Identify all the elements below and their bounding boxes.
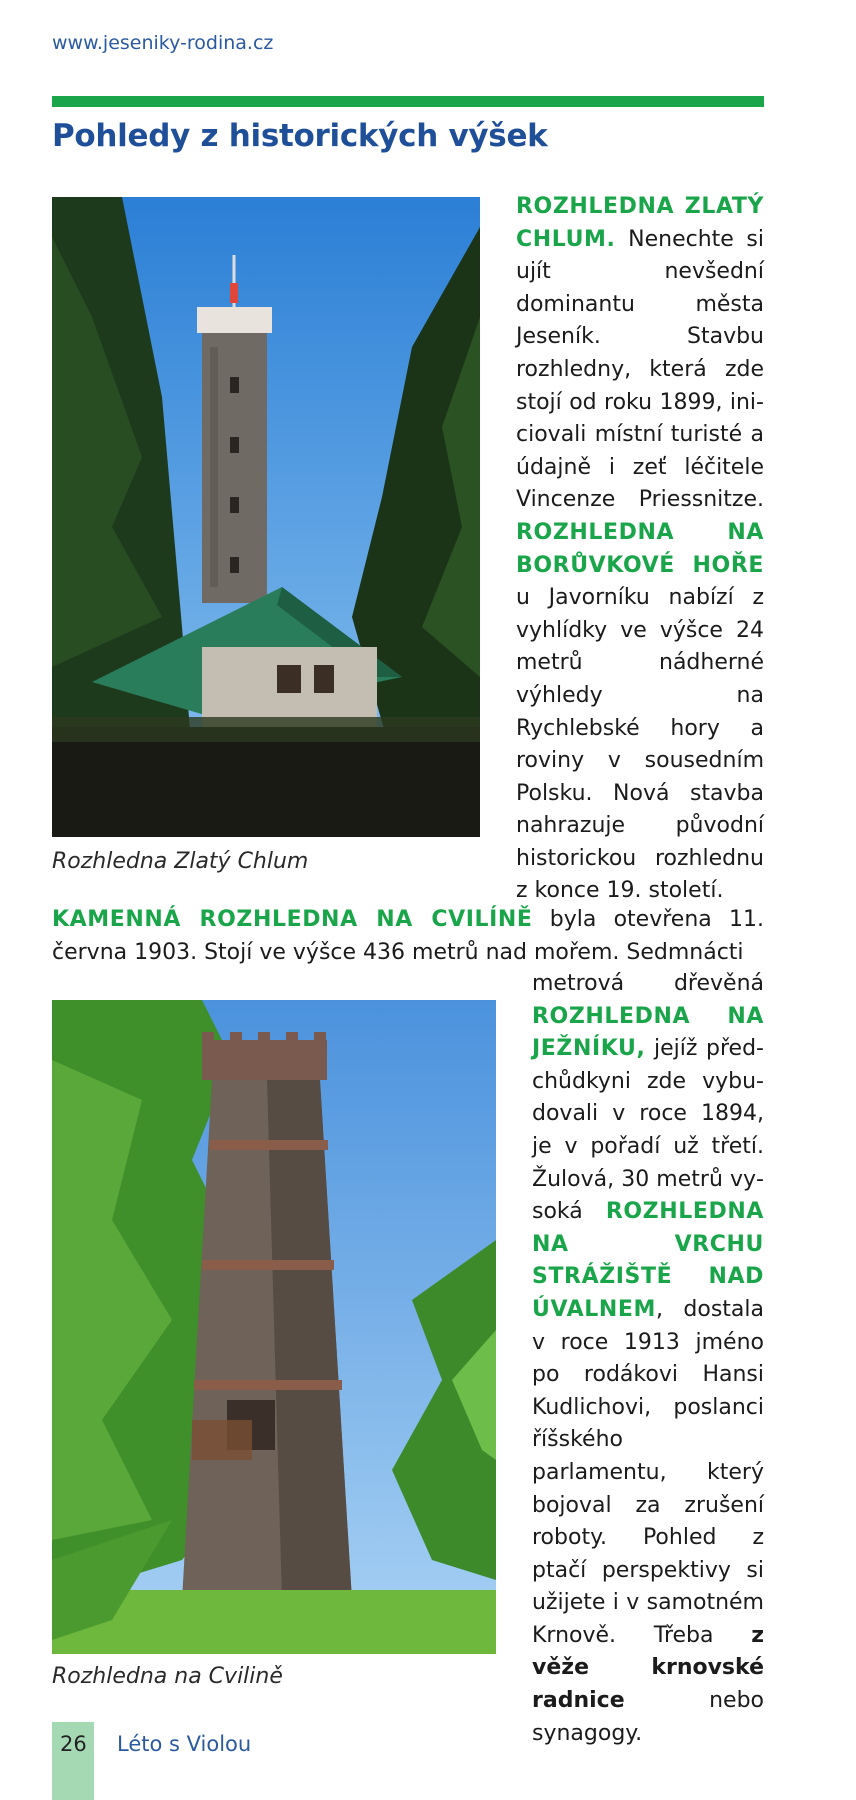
text-synagoga: nebo synagogy. <box>532 1688 764 1746</box>
text-strazist: , dostala v roce 1913 jméno po rodákovi Hansi Kudlichovi, poslanci říšského parlamentu, který bojoval za zrušení roboty. Pohled z ptačí perspektivy si užijete i v samotném Krnově. Třeba <box>532 1296 764 1648</box>
text-column-top <box>516 191 764 908</box>
heading-strazist: ROZHLEDNA NA VRCHU STRÁŽIŠTĚ NAD ÚVALNEM <box>532 1199 764 1322</box>
text-column-bottom <box>532 968 764 1750</box>
text-cvilin-intro <box>52 904 764 969</box>
caption-cvilin: Rozhledna na Cvilině <box>52 1664 283 1689</box>
heading-zlaty-chlum: ROZHLEDNA ZLATÝ CHLUM. <box>516 194 764 252</box>
text-cvilin: byla otevřena 11. června 1903. Stojí ve výšce 436 metrů nad mořem. Sedmnácti <box>52 907 764 965</box>
caption-zlaty-chlum: Rozhledna Zlatý Chlum <box>52 849 309 874</box>
page-number: 26 <box>60 1732 87 1756</box>
page-title: Pohledy z historických výšek <box>52 118 548 154</box>
heading-boruvkova-hora: ROZHLEDNA NA BORŮVKOVÉ HOŘE <box>516 519 764 578</box>
text-zlaty-chlum: Nenechte si ujít nevšední dominantu města Jeseník. Stavbu rozhledny, která zde stojí od roku 1899, iniciovali místní turisté a údajně i zeť léčitele Vincenze Priessnitze. <box>516 226 764 513</box>
heading-jeznik: ROZHLEDNA NA JEŽNÍKU, <box>532 1003 764 1062</box>
text-krnov-radnice: z věže krnovské radnice <box>532 1622 764 1714</box>
heading-cvilin: KAMENNÁ ROZHLEDNA NA CVILÍNĚ <box>52 907 533 932</box>
site-url[interactable]: www.jeseniky-rodina.cz <box>52 32 274 54</box>
photo-zlaty-chlum <box>52 197 480 837</box>
text-jeznik-intro: metrová dřevěná <box>532 971 764 996</box>
footer-title: Léto s Violou <box>117 1732 252 1756</box>
text-boruvkova-hora: u Javorníku nabízí z vyhlídky ve výšce 24 metrů nádherné výhledy na Rychlebské hory a roviny v sousedním Polsku. Nová stavba nahrazuje původní historickou rozhlednu z konce 19. století. <box>516 585 764 904</box>
text-jeznik: jejíž předchůdkyni zde vybudovali v roce 1894, je v pořadí už třetí. Žulová, 30 metrů vysoká <box>532 1036 764 1225</box>
photo-cvilin <box>52 1000 496 1654</box>
header-rule <box>52 96 764 107</box>
